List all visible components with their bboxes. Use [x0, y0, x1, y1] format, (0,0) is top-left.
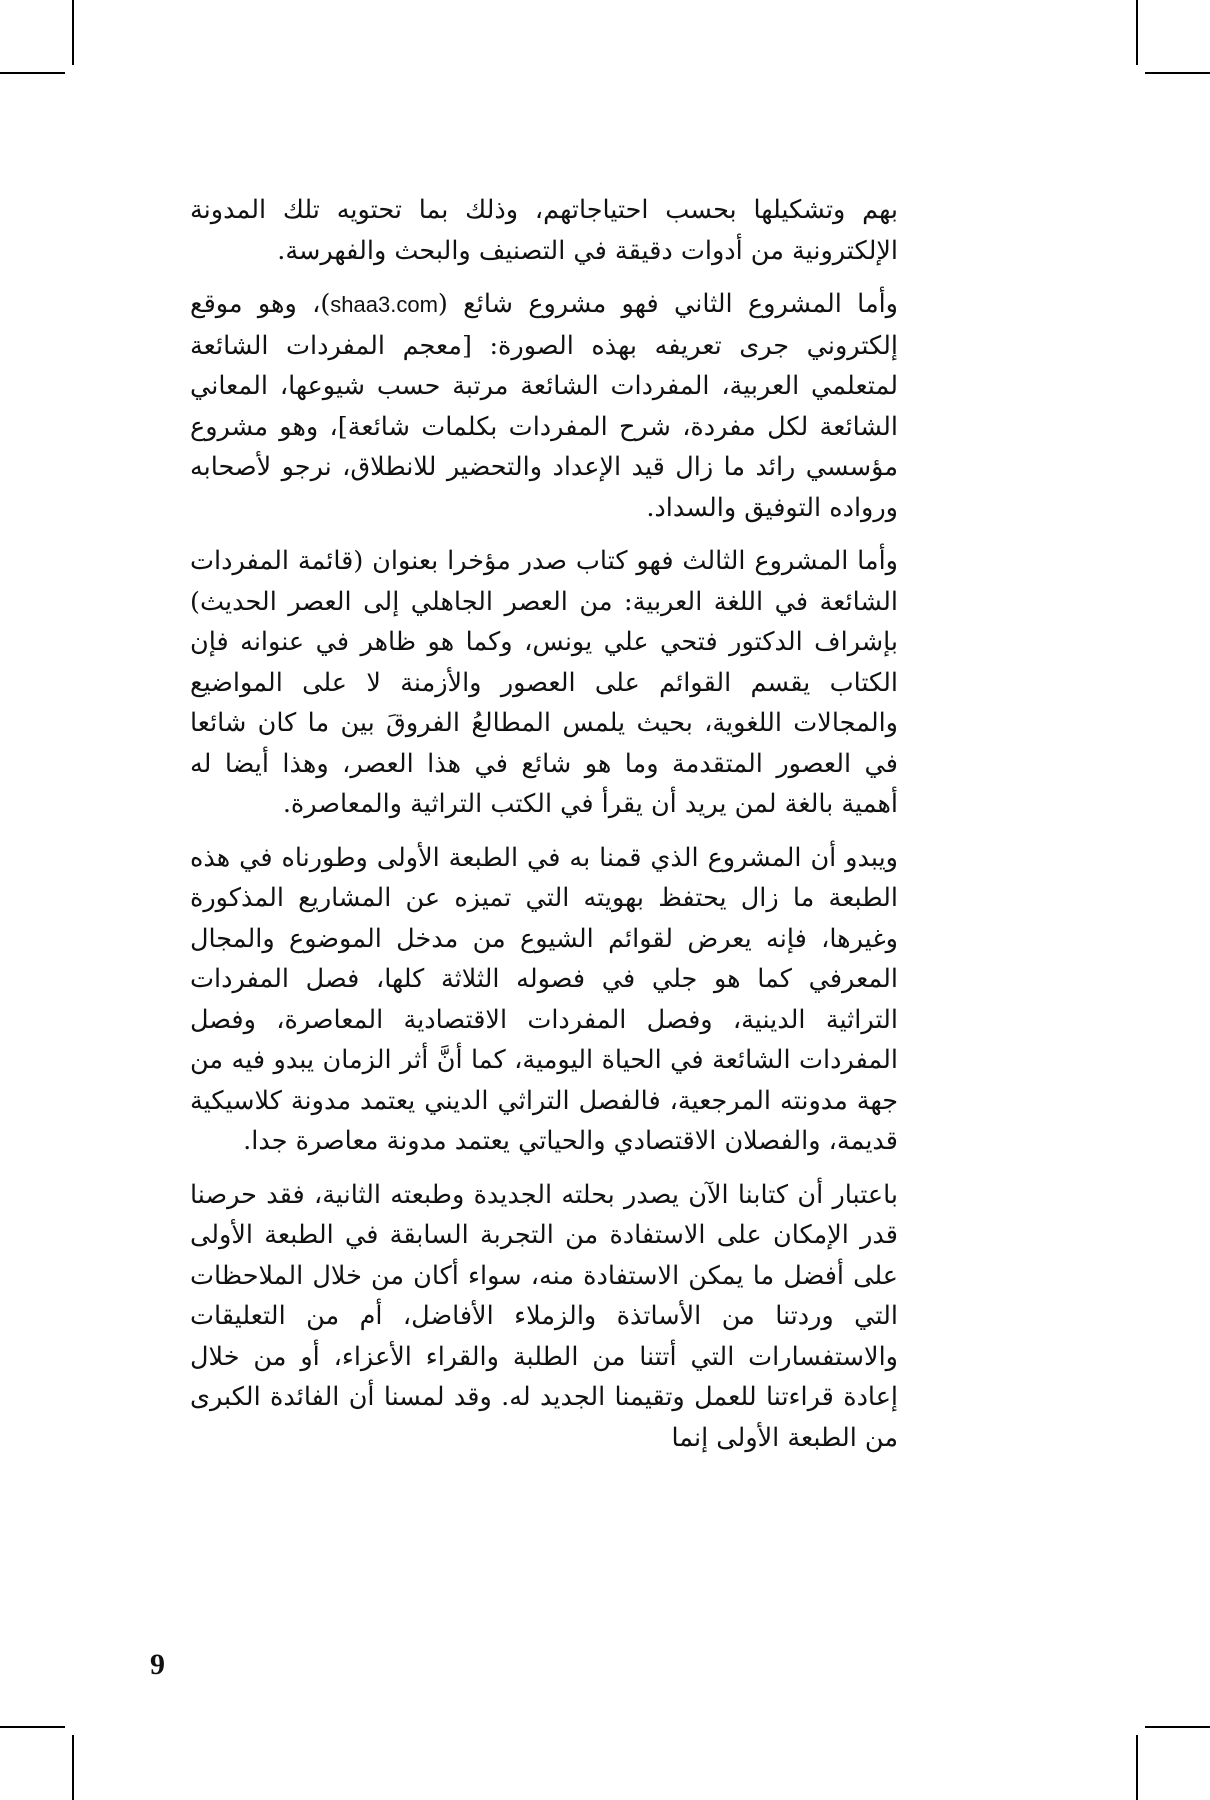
paragraph-5: باعتبار أن كتابنا الآن يصدر بحلته الجديدة وطبعته الثانية، فقد حرصنا قدر الإمكان على الاستفادة من التجربة السابقة في الطبعة الأولى على أفضل ما يمكن الاستفادة منه، سواء أكان من خلال الملاحظات التي وردتنا من الأساتذة والزملاء الأفاضل، أم من التعليقات والاستفسارات التي أتتنا من الطلبة والقراء الأعزاء، أو من خلال إعادة قراءتنا للعمل وتقيمنا الجديد له. وقد لمسنا أن الفائدة الكبرى من الطبعة الأولى إنما — [190, 1179, 898, 1453]
paragraph-2-end: )، وهو موقع إلكتروني جرى تعريفه بهذه الصورة: [معجم المفردات الشائعة لمتعلمي العربية، المفردات الشائعة مرتبة حسب شيوعها، المعاني الشائعة لكل مفردة، شرح المفردات بكلمات شائعة]، وهو مشروع مؤسسي رائد ما زال قيد الإعداد والتحضير للانطلاق، نرجو لأصحابه ورواده التوفيق والسداد. — [190, 289, 898, 523]
crop-mark-top-right-vertical — [1136, 0, 1138, 65]
paragraph-3: وأما المشروع الثالث فهو كتاب صدر مؤخرا بعنوان (قائمة المفردات الشائعة في اللغة العربية: من العصر الجاهلي إلى العصر الحديث) بإشراف الدكتور فتحي علي يونس، وكما هو ظاهر في عنوانه فإن الكتاب يقسم القوائم على العصور والأزمنة لا على المواضيع والمجالات اللغوية، بحيث يلمس المطالعُ الفروقَ بين ما كان شائعا في العصور المتقدمة وما هو شائع في هذا العصر، وهذا أيضا له أهمية بالغة لمن يريد أن يقرأ في الكتب التراثية والمعاصرة. — [190, 546, 898, 819]
page-number: 9 — [150, 1648, 165, 1681]
website-reference: shaa3.com — [330, 292, 438, 317]
crop-mark-bottom-right-horizontal — [1145, 1726, 1210, 1728]
crop-mark-top-left-horizontal — [0, 72, 65, 74]
crop-mark-bottom-left-vertical — [72, 1735, 74, 1800]
crop-mark-bottom-right-vertical — [1136, 1735, 1138, 1800]
paragraph-2 — [190, 284, 898, 528]
crop-mark-bottom-left-horizontal — [0, 1726, 65, 1728]
page-body-text — [190, 190, 898, 1471]
paragraph-4: ويبدو أن المشروع الذي قمنا به في الطبعة الأولى وطورناه في هذه الطبعة ما زال يحتفظ بهويته التي تميزه عن المشاريع المذكورة وغيرها، فإنه يعرض لقوائم الشيوع من مدخل الموضوع والمجال المعرفي كما هو جلي في فصوله الثلاثة كلها، فصل المفردات التراثية الدينية، وفصل المفردات الاقتصادية المعاصرة، وفصل المفردات الشائعة في الحياة اليومية، كما أنَّ أثر الزمان يبدو فيه من جهة مدونته المرجعية، فالفصل التراثي الديني يعتمد مدونة كلاسيكية قديمة، والفصلان الاقتصادي والحياتي يعتمد مدونة معاصرة جدا. — [190, 842, 898, 1156]
paragraph-1: بهم وتشكيلها بحسب احتياجاتهم، وذلك بما تحتويه تلك المدونة الإلكترونية من أدوات دقيقة في التصنيف والبحث والفهرسة. — [190, 195, 898, 266]
paragraph-2-start: وأما المشروع الثاني فهو مشروع شائع ( — [437, 289, 898, 319]
crop-mark-top-left-vertical — [72, 0, 74, 65]
crop-mark-top-right-horizontal — [1145, 72, 1210, 74]
